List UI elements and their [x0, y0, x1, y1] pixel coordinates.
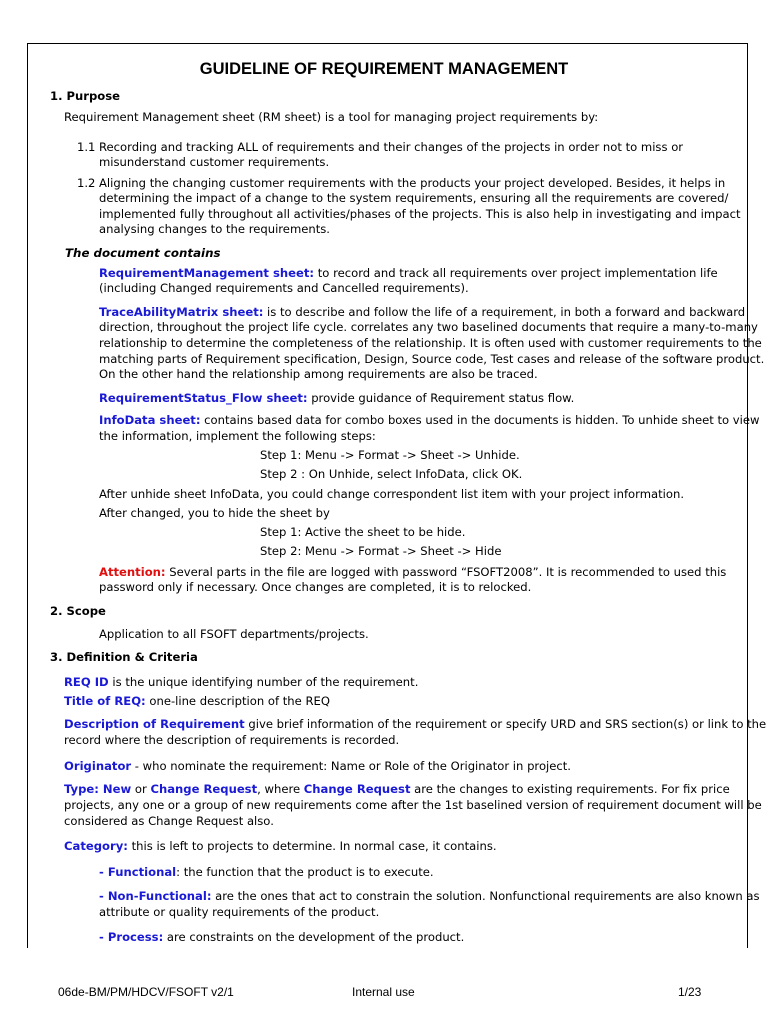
attention-label: Attention:: [99, 565, 166, 579]
type-text: or: [131, 782, 151, 796]
tm-sheet-text: On the other hand the relationship among requirements are also be traced.: [99, 367, 538, 381]
section-heading-purpose: 1. Purpose: [50, 89, 121, 103]
change-request-label: Change Request: [150, 782, 258, 796]
type-text: considered as Change Request also.: [64, 814, 274, 828]
def-title: [64, 694, 330, 710]
subheading-document-contains: The document contains: [65, 246, 221, 260]
rs-sheet-label: RequirementStatus_Flow sheet:: [99, 391, 308, 405]
category-process: [99, 930, 464, 946]
purpose-item-text: analysing changes to the requirements.: [99, 222, 330, 236]
originator-text: - who nominate the requirement: Name or Role of the Originator in project.: [131, 759, 571, 773]
rs-sheet-text: provide guidance of Requirement status flow.: [307, 391, 575, 405]
infodata-sheet-description: [99, 413, 760, 429]
rm-sheet-text: to record and track all requirements over project implementation life: [314, 266, 718, 280]
description-label: Description of Requirement: [64, 717, 245, 731]
unhide-step: Step 2 : On Unhide, select InfoData, click OK.: [260, 467, 523, 481]
process-label: - Process:: [99, 930, 164, 944]
attention-text: Several parts in the file are logged with password “FSOFT2008”. It is recommended to used this: [165, 565, 727, 579]
title-text: one-line description of the REQ: [145, 694, 330, 708]
purpose-item-text: determining the impact of a change to the system requirements, ensuring all the requirements are covered/: [99, 191, 729, 205]
tm-sheet-label: TraceAbilityMatrix sheet:: [99, 305, 264, 319]
rm-sheet-label: RequirementManagement sheet:: [99, 266, 315, 280]
rm-sheet-description: [99, 266, 718, 282]
originator-label: Originator: [64, 759, 132, 773]
tm-sheet-text: direction, throughout the project life cycle. correlates any two baselined documents that require a many-to-many: [99, 320, 758, 334]
tm-sheet-description: [99, 305, 745, 321]
non-functional-text: are the ones that act to constrain the solution. Nonfunctional requirements are also known as: [211, 889, 760, 903]
footer-classification: Internal use: [352, 985, 415, 999]
bullet-dash: -: [99, 889, 108, 903]
section-heading-definition: 3. Definition & Criteria: [50, 650, 198, 664]
scope-text: Application to all FSOFT departments/projects.: [99, 627, 369, 641]
hide-step: Step 2: Menu -> Format -> Sheet -> Hide: [260, 544, 502, 558]
req-id-text: is the unique identifying number of the requirement.: [108, 675, 419, 689]
def-originator: [64, 759, 571, 775]
functional-label: Functional: [107, 865, 177, 879]
category-label: Category:: [64, 839, 128, 853]
unhide-step: Step 1: Menu -> Format -> Sheet -> Unhide.: [260, 448, 520, 462]
non-functional-text: attribute or quality requirements of the product.: [99, 905, 380, 919]
req-id-label: REQ ID: [64, 675, 109, 689]
infodata-after-text: After unhide sheet InfoData, you could change correspondent list item with your project information.: [99, 487, 685, 501]
tm-sheet-text: matching parts of Requirement specification, Design, Source code, Test cases and release of the software product.: [99, 352, 765, 366]
purpose-item-number: 1.2: [77, 176, 96, 190]
rs-sheet-description: [99, 391, 574, 407]
purpose-item-text: Aligning the changing customer requirements with the products your project developed. Besides, it helps in: [99, 176, 726, 190]
def-type: [64, 782, 730, 798]
rm-sheet-text: (including Changed requirements and Cancelled requirements).: [99, 281, 469, 295]
title-label: Title of REQ:: [64, 694, 146, 708]
category-functional: [99, 865, 434, 881]
attention-text: password only if necessary. Once changes are completed, it is to relocked.: [99, 580, 532, 594]
footer-page-number: 1/23: [678, 985, 702, 999]
category-text: this is left to projects to determine. In normal case, it contains.: [127, 839, 497, 853]
infodata-sheet-text: contains based data for combo boxes used in the documents is hidden. To unhide sheet to view: [200, 413, 760, 427]
tm-sheet-text: relationship to determine the completeness of the relationship. It is often used with customer requirements to the: [99, 336, 762, 350]
purpose-intro: Requirement Management sheet (RM sheet) is a tool for managing project requirements by:: [64, 110, 599, 124]
section-heading-scope: 2. Scope: [50, 604, 106, 618]
hide-step: Step 1: Active the sheet to be hide.: [260, 525, 466, 539]
page-title: GUIDELINE OF REQUIREMENT MANAGEMENT: [199, 60, 569, 78]
functional-text: : the function that the product is to execute.: [176, 865, 434, 879]
def-req-id: [64, 675, 418, 691]
footer-doc-code: 06de-BM/PM/HDCV/FSOFT v2/1: [58, 985, 234, 999]
type-text: , where: [257, 782, 304, 796]
bullet-dash: -: [99, 865, 108, 879]
category-non-functional: [99, 889, 760, 905]
infodata-after-text: After changed, you to hide the sheet by: [99, 506, 330, 520]
purpose-item-text: implemented fully throughout all activities/phases of the projects. This is also help in investigating and impact: [99, 207, 741, 221]
infodata-sheet-text: the information, implement the following steps:: [99, 429, 376, 443]
purpose-item-text: misunderstand customer requirements.: [99, 155, 330, 169]
purpose-item-number: 1.1: [77, 140, 96, 154]
type-label: Type: New: [64, 782, 132, 796]
def-description: [64, 717, 766, 733]
attention-note: [99, 565, 726, 581]
description-text: record where the description of requirements is recorded.: [64, 733, 400, 747]
tm-sheet-text: is to describe and follow the life of a requirement, in both a forward and backward: [263, 305, 746, 319]
process-text: are constraints on the development of the product.: [163, 930, 465, 944]
non-functional-label: Non-Functional:: [107, 889, 212, 903]
infodata-sheet-label: InfoData sheet:: [99, 413, 201, 427]
change-request-label: Change Request: [303, 782, 411, 796]
type-text: projects, any one or a group of new requirements come after the 1st baselined version of requirement document will be: [64, 798, 762, 812]
description-text: give brief information of the requirement or specify URD and SRS section(s) or link to the: [244, 717, 767, 731]
purpose-item-text: Recording and tracking ALL of requirements and their changes of the projects in order not to miss or: [99, 140, 684, 154]
def-category: [64, 839, 497, 855]
type-text: are the changes to existing requirements. For fix price: [410, 782, 730, 796]
